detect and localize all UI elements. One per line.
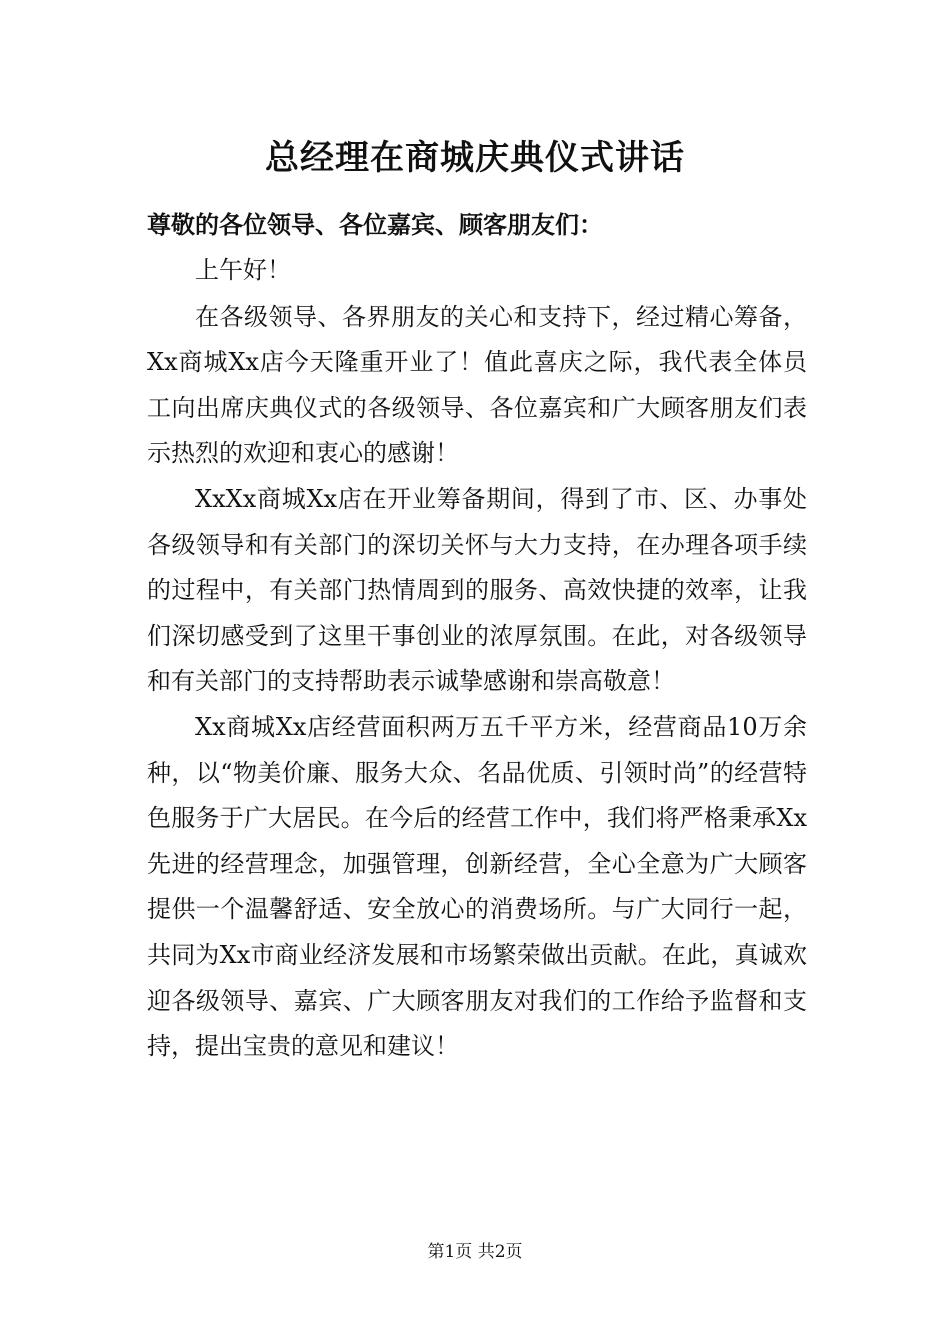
greeting-paragraph: 上午好！ <box>195 256 291 284</box>
body-paragraph: XxXx商城Xx店在开业筹备期间，得到了市、区、办事处各级领导和有关部门的深切关怀与大力支持，在办理各项手续的过程中，有关部门热情周到的服务、高效快捷的效率，让我们深切感受到了这里干事创业的浓厚氛围。在此，对各级领导和有关部门的支持帮助表示诚挚感谢和崇高敬意！ <box>147 484 807 696</box>
page-footer: 第1页 共2页 <box>427 1242 523 1262</box>
body-paragraph: Xx商城Xx店经营面积两万五千平方米，经营商品10万余种，以“物美价廉、服务大众、名品优质、引领时尚”的经营特色服务于广大居民。在今后的经营工作中，我们将严格秉承Xx先进的经营理念，加强管理，创新经营，全心全意为广大顾客提供一个温馨舒适、安全放心的消费场所。与广大同行一起，共同为Xx市商业经济发展和市场繁荣做出贡献。在此，真诚欢迎各级领导、嘉宾、广大顾客朋友对我们的工作给予监督和支持，提出宝贵的意见和建议！ <box>147 712 807 1061</box>
salutation: 尊敬的各位领导、各位嘉宾、顾客朋友们： <box>147 210 603 239</box>
document-body <box>147 248 807 1070</box>
document-title: 总经理在商城庆典仪式讲话 <box>265 138 685 178</box>
body-paragraph: 在各级领导、各界朋友的关心和支持下，经过精心筹备，Xx商城Xx店今天隆重开业了！值此喜庆之际，我代表全体员工向出席庆典仪式的各级领导、各位嘉宾和广大顾客朋友们表示热烈的欢迎和衷心的感谢！ <box>147 302 807 468</box>
